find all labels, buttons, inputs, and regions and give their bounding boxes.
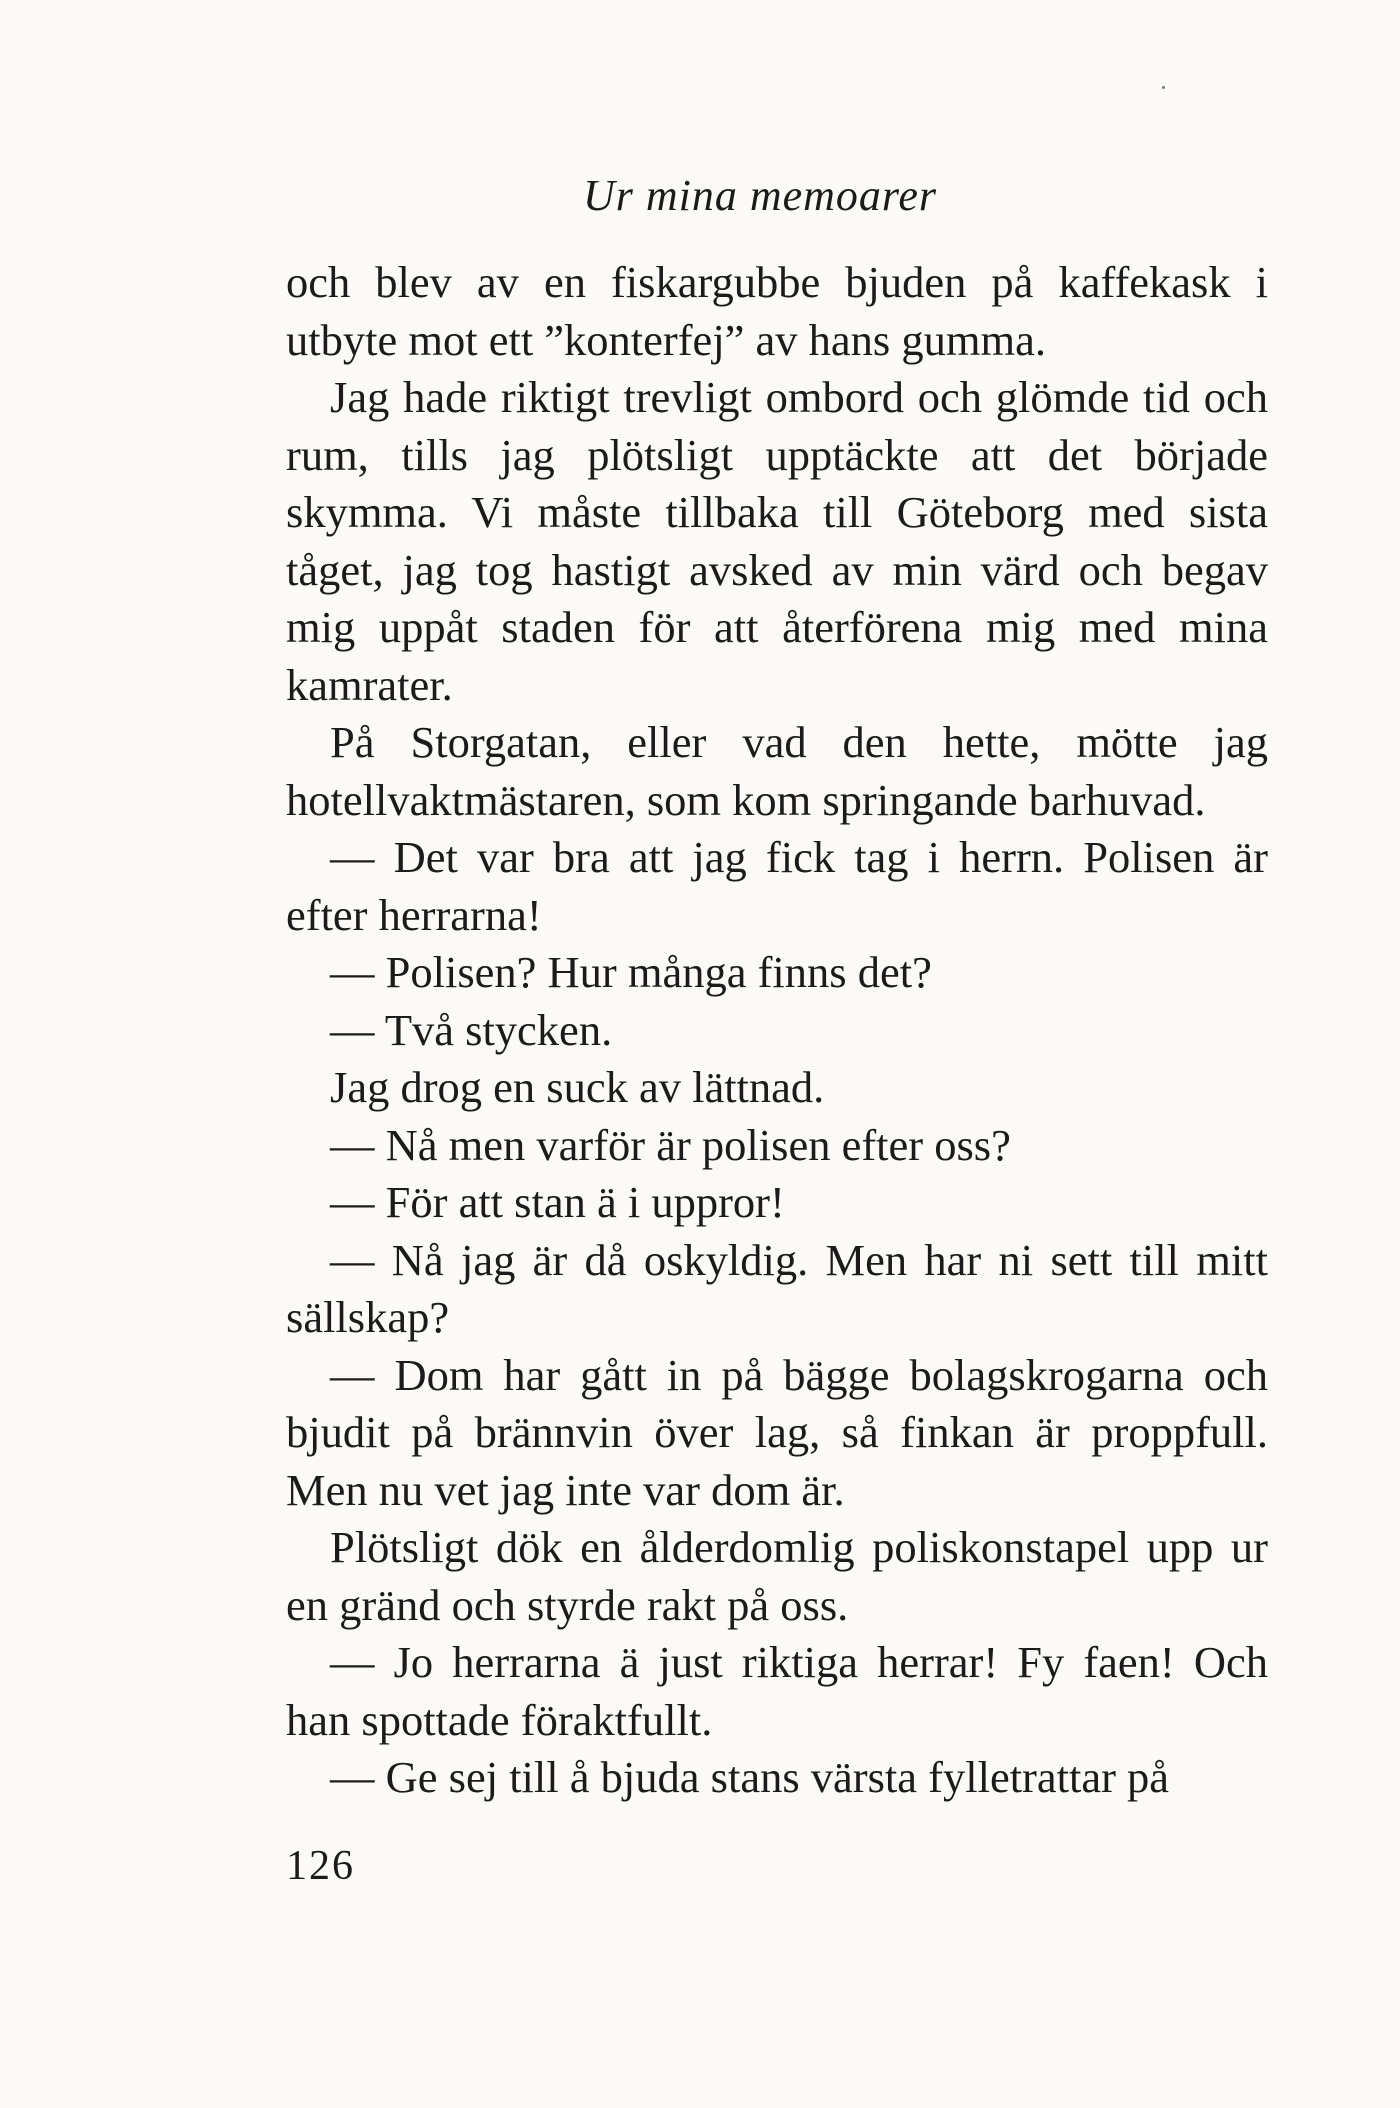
- paragraph: Plötsligt dök en ålderdomlig poliskonstapel upp ur en gränd och styrde rakt på oss.: [286, 1522, 1268, 1630]
- dialogue-line: — Ge sej till å bjuda stans värsta fylletrattar på: [330, 1752, 1170, 1802]
- dialogue-line: — Dom har gått in på bägge bolagskrogarna och bjudit på brännvin över lag, så finkan är proppfull. Men nu vet jag inte var dom är.: [286, 1349, 1268, 1515]
- dialogue-line: — Två stycken.: [330, 1004, 613, 1055]
- dialogue-line: — För att stan ä i uppror!: [330, 1177, 785, 1227]
- paragraph: Jag hade riktigt trevligt ombord och glömde tid och rum, tills jag plötsligt upptäckte att det började skymma. Vi måste tillbaka till Göteborg med sista tåget, jag tog hastigt avsked av min värd och begav mig uppåt staden för att återförena mig med mina kamrater.: [286, 372, 1268, 710]
- dialogue-line: — Nå men varför är polisen efter oss?: [330, 1119, 1011, 1170]
- body-text: [286, 254, 1268, 1807]
- paragraph: Jag drog en suck av lättnad.: [330, 1062, 825, 1112]
- dialogue-line: — Nå jag är då oskyldig. Men har ni sett till mitt sällskap?: [286, 1234, 1268, 1342]
- dialogue-line: — Jo herrarna ä just riktiga herrar! Fy faen! Och han spottade föraktfullt.: [286, 1637, 1268, 1745]
- dialogue-line: — Polisen? Hur många finns det?: [330, 947, 932, 997]
- paragraph: och blev av en fiskargubbe bjuden på kaffekask i utbyte mot ett ”konterfej” av hans gumma.: [286, 257, 1268, 365]
- page-number: 126: [286, 1843, 355, 1889]
- running-header: Ur mina memoarer: [582, 171, 938, 220]
- paragraph: På Storgatan, eller vad den hette, mötte jag hotellvaktmästaren, som kom springande barhuvad.: [286, 717, 1268, 825]
- dialogue-line: — Det var bra att jag fick tag i herrn. Polisen är efter herrarna!: [286, 832, 1268, 940]
- paper-speck: [1162, 86, 1165, 89]
